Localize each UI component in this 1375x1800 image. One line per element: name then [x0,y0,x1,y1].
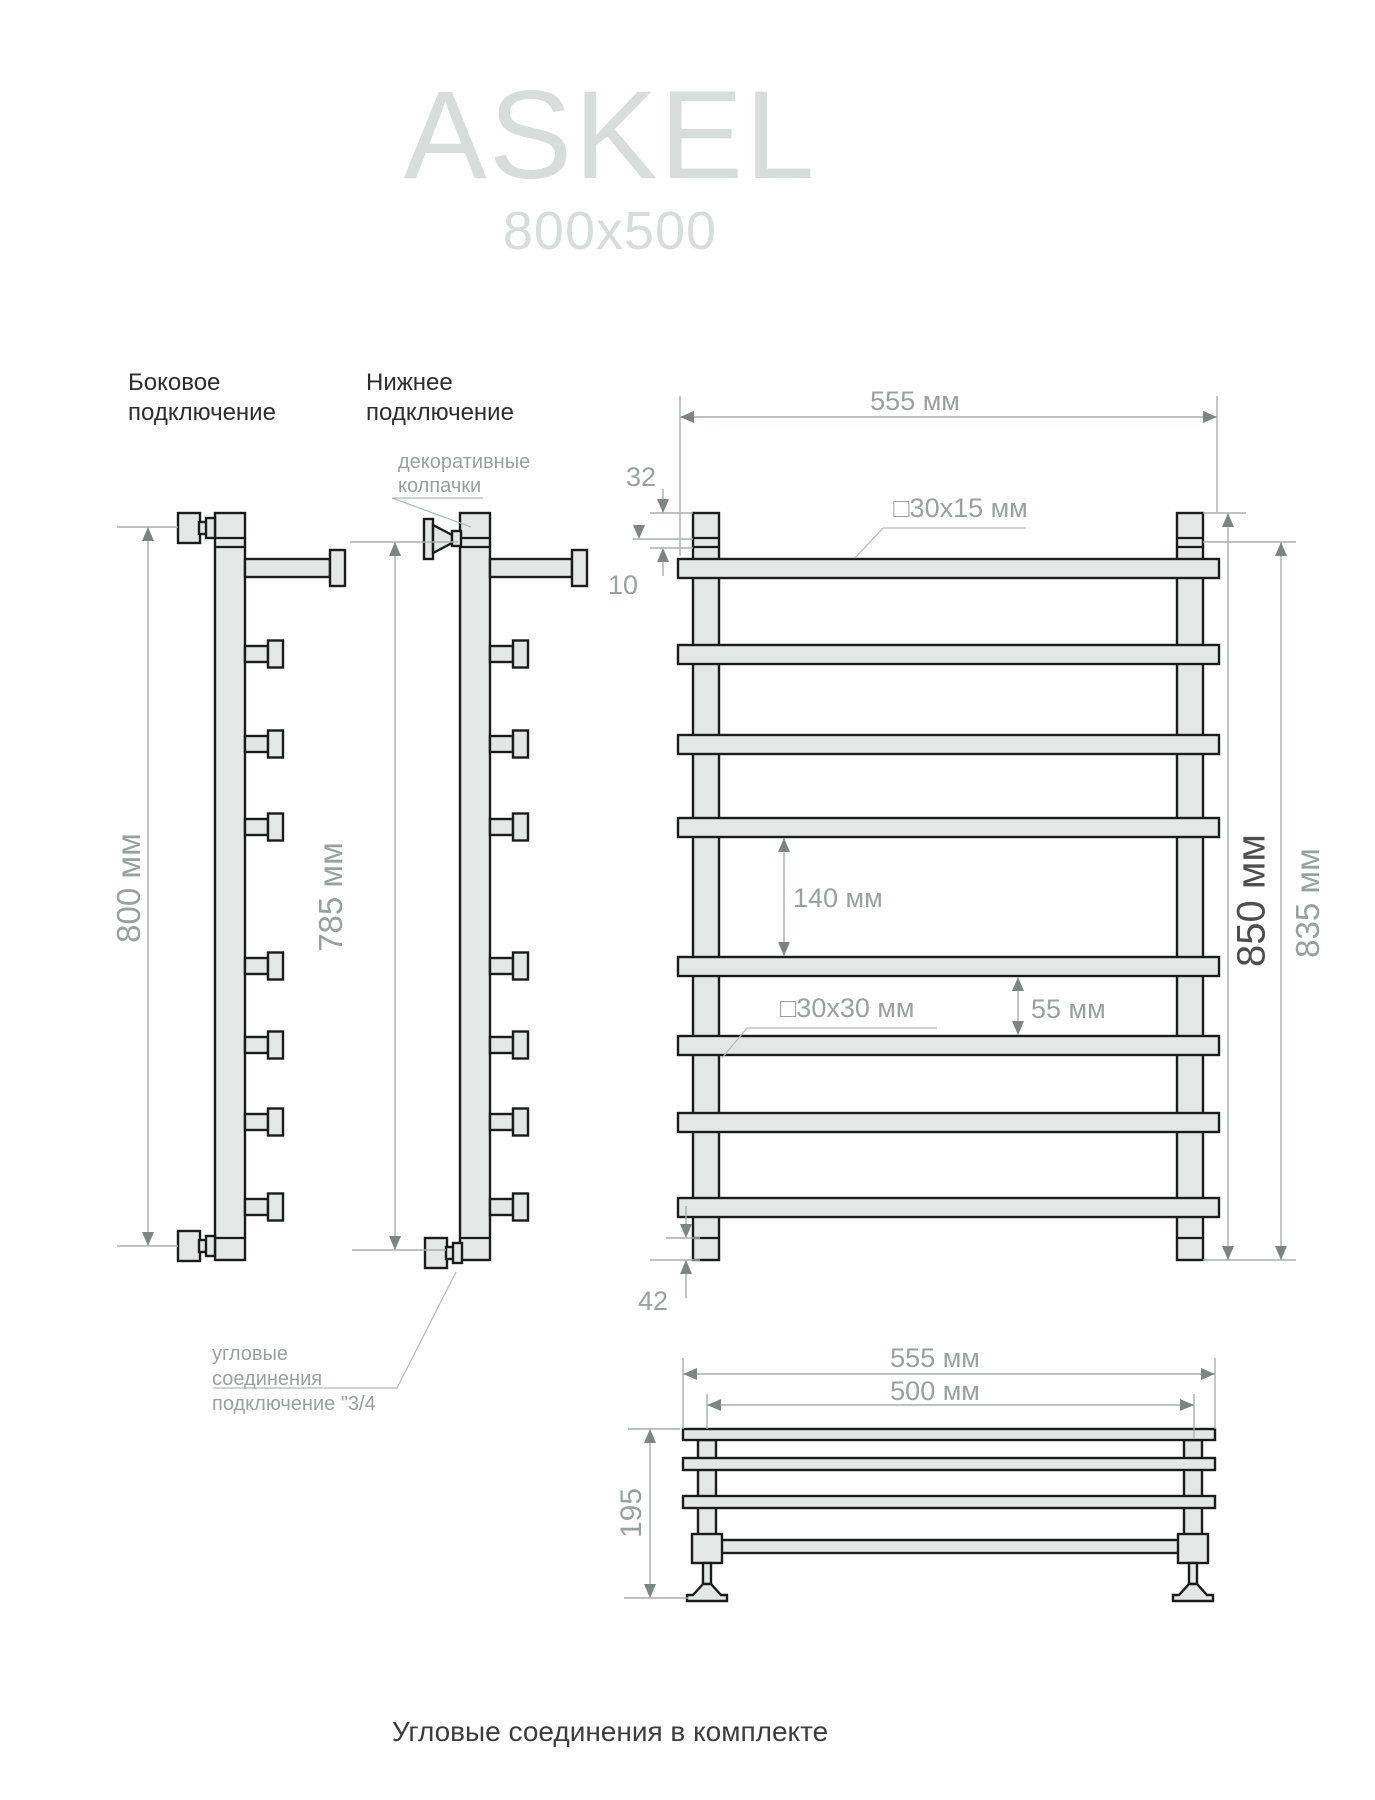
dim-height-785: 785 мм [312,842,349,952]
bottom-connection-view [424,513,587,1268]
arrow-down-icon [680,1224,692,1238]
annotation-line: подключение "3/4 [212,1393,376,1415]
arrow-right-icon [1201,1368,1215,1380]
arrow-up-icon [680,1260,692,1274]
bracket-stem-right [1189,1563,1197,1584]
wall-bracket-left [692,1534,722,1563]
decorative-cap-plate [424,519,433,559]
rung-row-c [716,1540,1184,1553]
bracket-foot-right [1173,1584,1213,1601]
front-post-left [693,513,719,1260]
rung-stub [245,1109,283,1136]
top-rung-endcap [572,550,587,586]
rung-6 [678,1036,1219,1055]
side-view-post [215,513,245,1260]
rung-stub [490,814,528,841]
dim-height-835: 835 мм [1289,848,1326,958]
post-strip-left [698,1440,716,1539]
leader-line [397,1272,456,1388]
footer-note: Угловые соединения в комплекте [391,1716,829,1747]
rung-3 [678,735,1219,754]
annotation-line: угловые [212,1343,288,1365]
annotation-line: колпачки [398,475,482,497]
rung-stub [490,953,528,980]
arrow-left-icon [707,1399,721,1411]
rung-8 [678,1198,1219,1217]
arrow-down-icon [1275,1246,1287,1260]
dim-bottom-width-555: 555 мм [890,1343,980,1373]
leader-line [855,528,883,558]
dim-rung-profile: □30x15 мм [893,493,1028,523]
top-rung-side [245,559,330,577]
arrow-down-icon [142,1232,154,1246]
rung-stub [245,641,283,668]
annotation-line: декоративные [398,451,531,473]
rung-stub [245,953,283,980]
front-rung-bottomview [683,1429,1215,1440]
front-post-right [1177,513,1203,1260]
rung-5 [678,957,1219,976]
product-title: ASKEL [403,66,817,205]
rung-stub [490,731,528,758]
dim-depth-195: 195 [615,1487,648,1539]
dim-offset-32: 32 [625,462,656,492]
rung-stub [490,1194,528,1221]
arrow-up-icon [142,527,154,541]
annotation-line: соединения [212,1368,323,1390]
top-rung-endcap [330,550,345,586]
arrow-right-icon [1203,411,1217,423]
rung-stub [490,1032,528,1059]
dim-spacing-55: 55 мм [1031,994,1106,1024]
arrow-left-icon [680,411,694,423]
dim-offset-42: 42 [637,1286,668,1316]
side-fitting-top [178,513,215,543]
rung-stub [245,731,283,758]
arrow-down-icon [644,1584,656,1598]
top-rung-side [490,559,572,577]
rung-2 [678,645,1219,664]
arrow-down-icon [1222,1246,1234,1260]
rung-1 [678,559,1219,578]
dim-width-top: 555 мм [870,386,960,416]
dim-spacing-140: 140 мм [793,883,883,913]
wall-bracket-right [1178,1534,1208,1563]
rung-row-a [683,1458,1215,1470]
arrow-down-icon [633,525,645,539]
arrow-up-icon [1275,542,1287,556]
dim-height-800: 800 мм [110,833,147,943]
arrow-up-icon [778,838,790,852]
rung-stub [245,1032,283,1059]
rung-row-b [683,1496,1215,1508]
dim-bottom-width-500: 500 мм [890,1376,980,1406]
arrow-right-icon [1180,1399,1194,1411]
rung-stub [245,814,283,841]
rung-stub [245,1194,283,1221]
side-fitting-bottom [178,1231,215,1261]
bottom-view [683,1429,1215,1601]
post-strip-right [1184,1440,1202,1539]
arrow-up-icon [657,548,669,562]
dim-height-850: 850 мм [1229,834,1274,967]
arrow-up-icon [1222,513,1234,527]
side-view-post [460,513,490,1260]
label-bottom-connection: Нижнее подключение [366,369,514,426]
decorative-cap-stem [452,531,461,546]
front-view [678,513,1219,1260]
bracket-stem-left [703,1563,711,1584]
rung-stub [490,1109,528,1136]
dim-post-profile: □30x30 мм [780,993,915,1023]
arrow-down-icon [1012,1021,1024,1035]
side-connection-view [178,513,345,1261]
arrow-up-icon [389,542,401,556]
rung-7 [678,1113,1219,1132]
rung-stub [490,641,528,668]
rung-4 [678,818,1219,837]
bottom-fitting [425,1238,462,1268]
arrow-down-icon [657,499,669,513]
arrow-left-icon [683,1368,697,1380]
arrow-up-icon [644,1429,656,1443]
arrow-up-icon [1012,977,1024,991]
arrow-down-icon [389,1236,401,1250]
label-side-connection: Боковое подключение [128,369,276,426]
product-size: 800x500 [502,201,718,261]
leader-lines [213,498,1026,1388]
dim-gap-10: 10 [607,570,638,600]
decorative-cap-cone [433,525,452,553]
arrow-down-icon [778,942,790,956]
bracket-foot-left [687,1584,727,1601]
